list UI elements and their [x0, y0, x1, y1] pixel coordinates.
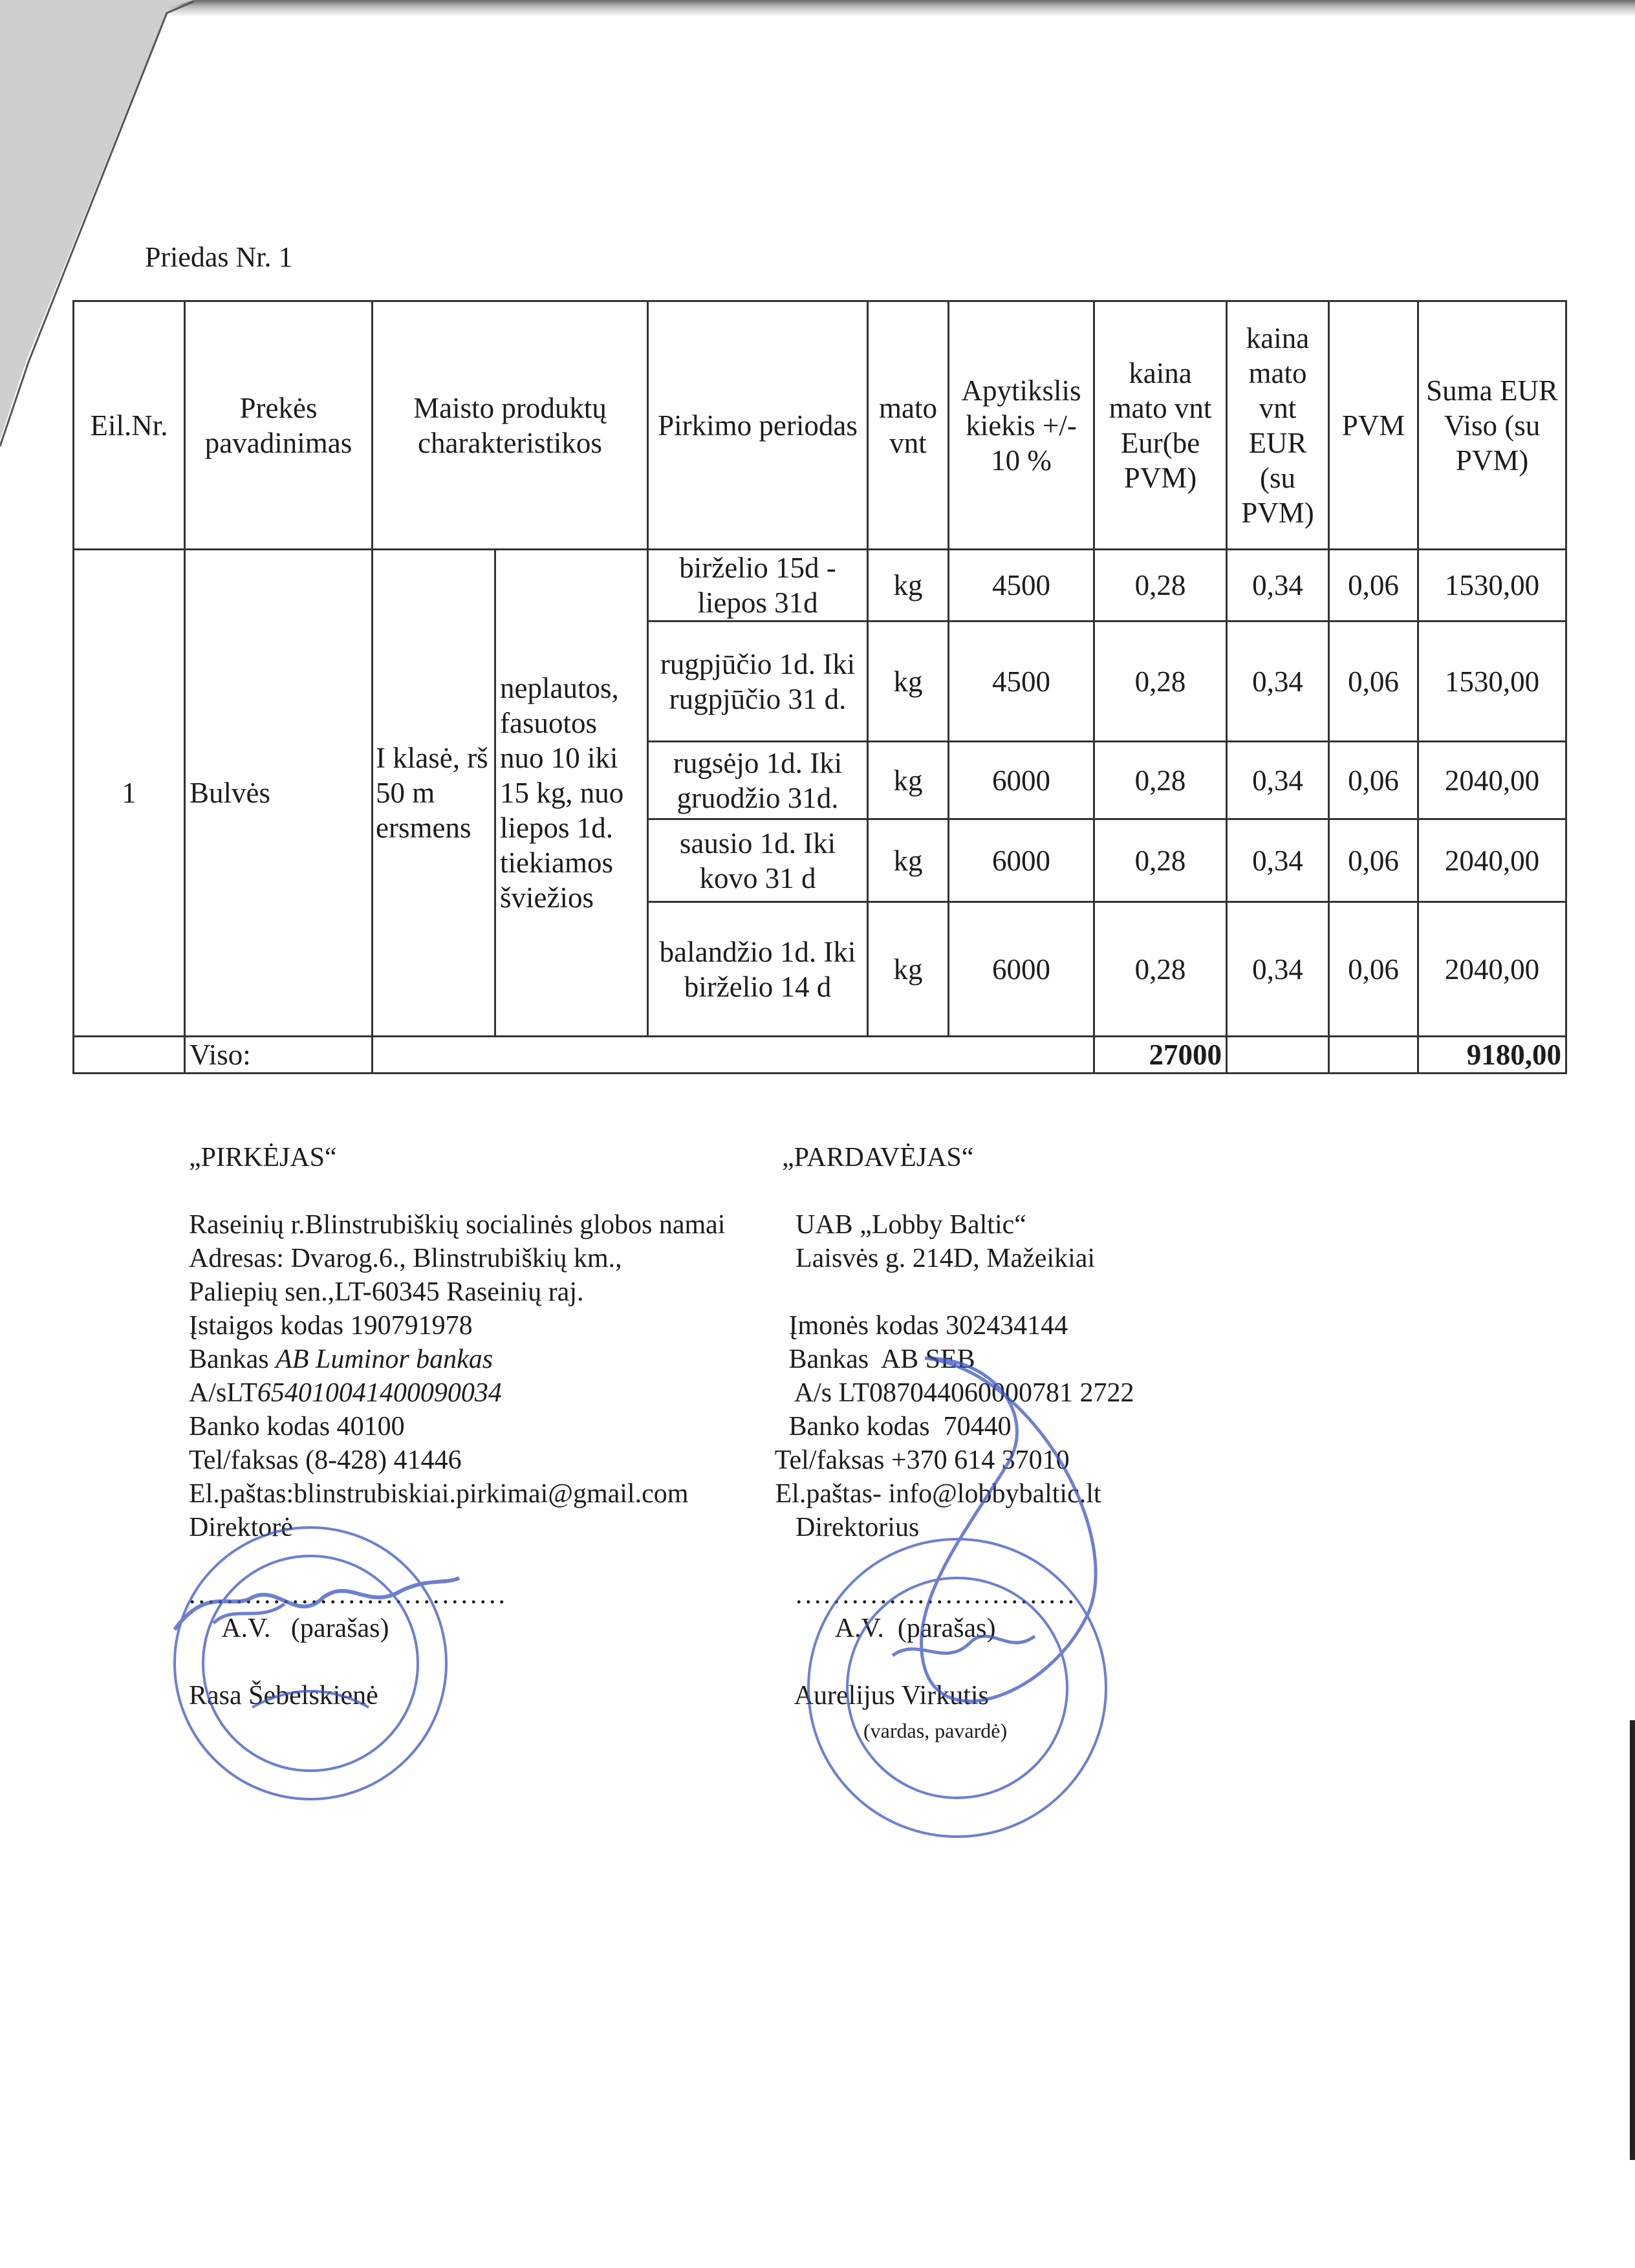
item-name: Bulvės [185, 550, 373, 1037]
buyer-role: „PIRKĖJAS“ [189, 1143, 337, 1172]
buyer-address: Adresas: Dvarog.6., Blinstrubiškių km., [189, 1244, 622, 1273]
quantity-cell: 4500 [949, 550, 1094, 621]
scan-edge-right [1630, 1720, 1635, 2160]
buyer-address2: Paliepių sen.,LT-60345 Raseinių raj. [189, 1277, 584, 1307]
total-cell: 2040,00 [1418, 902, 1566, 1037]
totals-quantity: 27000 [1094, 1037, 1227, 1074]
totals-sum: 9180,00 [1418, 1037, 1566, 1074]
header-price-incl-vat: kaina mato vnt EUR (su PVM) [1227, 301, 1329, 550]
buyer-bank: AB Luminor bankas [276, 1345, 493, 1374]
goods-table [72, 300, 1567, 1074]
buyer-signature-line: .................................. [189, 1580, 508, 1610]
buyer-stamp-sign: A.V. (parašas) [221, 1614, 389, 1643]
period-cell: rugpjūčio 1d. Iki rugpjūčio 31 d. [648, 621, 868, 742]
seller-email: El.paštas- info@lobbybaltic.lt [775, 1479, 1101, 1509]
scan-edge-top [0, 0, 1635, 17]
buyer-signatory: Rasa Šebelskienė [189, 1681, 378, 1711]
price-incl-vat-cell: 0,34 [1227, 819, 1329, 902]
header-period: Pirkimo periodas [648, 301, 868, 550]
vat-cell: 0,06 [1329, 902, 1418, 1037]
quantity-cell: 6000 [949, 742, 1094, 819]
price-excl-vat-cell: 0,28 [1094, 742, 1227, 819]
vat-cell: 0,06 [1329, 819, 1418, 902]
unit-cell: kg [868, 621, 949, 742]
header-price-excl-vat: kaina mato vnt Eur(be PVM) [1094, 301, 1227, 550]
item-characteristics-b: neplautos, fasuotos nuo 10 iki 15 kg, nuo liepos 1d. tiekiamos šviežios [495, 550, 648, 1037]
period-cell: rugsėjo 1d. Iki gruodžio 31d. [648, 742, 868, 819]
seller-name-caption: (vardas, pavardė) [863, 1719, 1008, 1742]
header-unit: mato vnt [868, 301, 949, 550]
quantity-cell: 6000 [949, 902, 1094, 1037]
total-cell: 1530,00 [1418, 621, 1566, 742]
annex-label: Priedas Nr. 1 [145, 241, 293, 273]
seller-name: UAB „Lobby Baltic“ [796, 1210, 1026, 1240]
vat-cell: 0,06 [1329, 621, 1418, 742]
total-cell: 2040,00 [1418, 819, 1566, 902]
seller-signature-line: .............................. [796, 1580, 1077, 1610]
total-cell: 1530,00 [1418, 550, 1566, 621]
vat-cell: 0,06 [1329, 550, 1418, 621]
buyer-position: Direktorė [189, 1513, 293, 1542]
seller-bank: Bankas AB SEB [788, 1345, 975, 1374]
buyer-bank-prefix: Bankas [189, 1345, 276, 1374]
header-characteristics: Maisto produktų charakteristikos [373, 301, 648, 550]
unit-cell: kg [868, 742, 949, 819]
seller-signatory: Aurelijus Virkutis [794, 1681, 989, 1711]
seller-address: Laisvės g. 214D, Mažeikiai [796, 1244, 1096, 1273]
buyer-account-prefix: A/sLT [189, 1378, 257, 1408]
period-cell: sausio 1d. Iki kovo 31 d [648, 819, 868, 902]
vat-cell: 0,06 [1329, 742, 1418, 819]
seller-bank-code: Banko kodas 70440 [788, 1412, 1012, 1442]
price-incl-vat-cell: 0,34 [1227, 621, 1329, 742]
header-total: Suma EUR Viso (su PVM) [1418, 301, 1566, 550]
price-excl-vat-cell: 0,28 [1094, 902, 1227, 1037]
header-row [74, 301, 1566, 550]
totals-empty [1227, 1037, 1329, 1074]
price-incl-vat-cell: 0,34 [1227, 550, 1329, 621]
seller-account: A/s LT087044060000781 2722 [794, 1378, 1134, 1408]
price-incl-vat-cell: 0,34 [1227, 902, 1329, 1037]
totals-empty [74, 1037, 185, 1074]
price-excl-vat-cell: 0,28 [1094, 819, 1227, 902]
seller-role: „PARDAVĖJAS“ [782, 1143, 974, 1172]
quantity-cell: 6000 [949, 819, 1094, 902]
header-vat: PVM [1329, 301, 1418, 550]
seller-position: Direktorius [796, 1513, 920, 1542]
buyer-code: Įstaigos kodas 190791978 [189, 1311, 473, 1341]
buyer-bank-code: Banko kodas 40100 [189, 1412, 405, 1442]
table-row [74, 550, 1566, 621]
buyer-name: Raseinių r.Blinstrubiškių socialinės globos namai [189, 1210, 726, 1240]
unit-cell: kg [868, 819, 949, 902]
buyer-details [189, 1141, 725, 1712]
seller-stamp-sign: A.V. (parašas) [834, 1614, 996, 1643]
total-cell: 2040,00 [1418, 742, 1566, 819]
seller-phone: Tel/faksas +370 614 37010 [774, 1445, 1070, 1475]
period-cell: balandžio 1d. Iki birželio 14 d [648, 902, 868, 1037]
price-excl-vat-cell: 0,28 [1094, 621, 1227, 742]
unit-cell: kg [868, 550, 949, 621]
seller-code: Įmonės kodas 302434144 [788, 1311, 1068, 1341]
totals-row [74, 1037, 1566, 1074]
item-no: 1 [74, 550, 185, 1037]
totals-label: Viso: [185, 1037, 373, 1074]
price-excl-vat-cell: 0,28 [1094, 550, 1227, 621]
buyer-account: 654010041400090034 [257, 1378, 502, 1408]
unit-cell: kg [868, 902, 949, 1037]
totals-empty [373, 1037, 1094, 1074]
item-characteristics-a: I klasė, rš 50 m ersmens [373, 550, 495, 1037]
header-name: Prekės pavadinimas [185, 301, 373, 550]
header-no: Eil.Nr. [74, 301, 185, 550]
buyer-email: El.paštas:blinstrubiskiai.pirkimai@gmail.com [189, 1479, 689, 1509]
seller-details [768, 1141, 1134, 1747]
buyer-phone: Tel/faksas (8-428) 41446 [189, 1445, 462, 1475]
price-incl-vat-cell: 0,34 [1227, 742, 1329, 819]
period-cell: birželio 15d - liepos 31d [648, 550, 868, 621]
totals-empty [1329, 1037, 1418, 1074]
header-quantity: Apytikslis kiekis +/- 10 % [949, 301, 1094, 550]
quantity-cell: 4500 [949, 621, 1094, 742]
